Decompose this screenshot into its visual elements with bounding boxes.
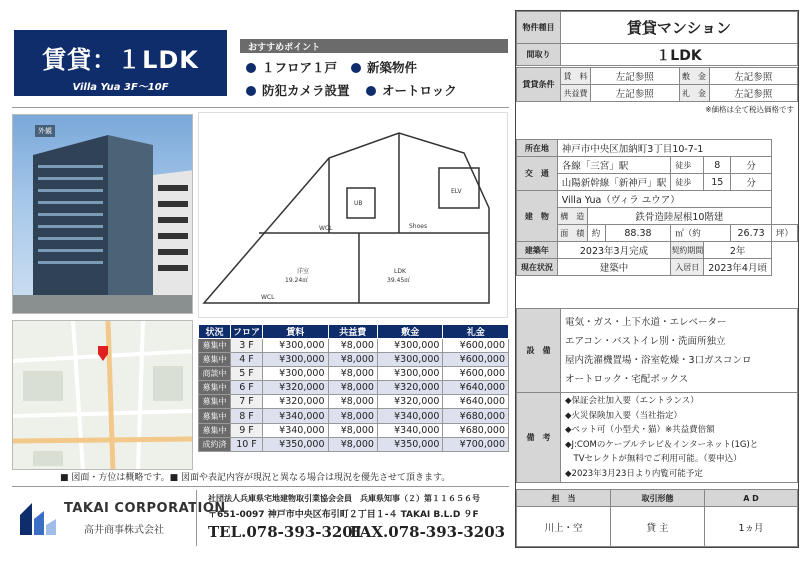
info-table xyxy=(516,139,798,276)
unit-row xyxy=(199,395,509,409)
col-deposit: 敷金 xyxy=(377,325,443,339)
building-name: Villa Yua（ヴィラ ユウア） xyxy=(557,191,771,208)
remark-item: ◆ペット可（小型犬・猫）※共益費倍額 xyxy=(565,425,715,435)
conditions-table xyxy=(516,67,798,102)
unit-row xyxy=(199,339,509,353)
col-rent: 賃料 xyxy=(263,325,329,339)
unit-deposit: ¥300,000 xyxy=(377,353,443,367)
deal-value: 貸 主 xyxy=(611,507,705,547)
unit-a: 分 xyxy=(731,157,772,174)
remark-item: TVセレクトが無料でご利用可能。（要申込） xyxy=(565,454,742,464)
building-illustration xyxy=(13,115,193,314)
traffic-label: 交 通 xyxy=(517,157,558,191)
association-line: 社団法人兵庫県宅地建物取引業協会会員 兵庫県知事（２）第１１６５６号 xyxy=(208,494,480,503)
shoes-label: Shoes xyxy=(409,223,428,230)
col-status: 状況 xyxy=(199,325,231,339)
point-3: 防犯カメラ設置 xyxy=(246,81,350,99)
equipment-table xyxy=(516,308,798,483)
ldk-label: LDK xyxy=(394,268,406,275)
unit-row xyxy=(199,423,509,437)
unit-rent: ¥300,000 xyxy=(263,353,329,367)
unit-common: ¥8,000 xyxy=(328,367,377,381)
equip-item: オートロック・宅配ボックス xyxy=(565,373,689,385)
unit-keymoney: ¥680,000 xyxy=(443,423,509,437)
units-table xyxy=(198,324,509,452)
tel: TEL.078-393-3201 xyxy=(208,523,364,541)
deal-table xyxy=(516,489,798,547)
unit-keymoney: ¥600,000 xyxy=(443,353,509,367)
remark-item: ◆J:COMのケーブルテレビ＆インターネット(1G)と xyxy=(565,439,759,450)
unit-status: 募集中 xyxy=(199,423,231,437)
unit-common: ¥8,000 xyxy=(328,409,377,423)
address-line: 〒651-0097 神戸市中央区布引町２丁目１-４ TAKAI B.L.D ９F xyxy=(208,510,479,520)
deposit-label: 敷 金 xyxy=(679,68,709,85)
rent-value: 左記参照 xyxy=(591,68,680,85)
unit-floor: 8 F xyxy=(231,409,263,423)
unit-rent: ¥340,000 xyxy=(263,423,329,437)
unit-deposit: ¥340,000 xyxy=(377,409,443,423)
traffic-line-a: 各線「三宮」駅 xyxy=(557,157,671,174)
deal-label: 取引形態 xyxy=(611,490,705,507)
walk-a: 徒歩 xyxy=(671,157,704,174)
unit-rent: ¥300,000 xyxy=(263,367,329,381)
unit-common: ¥8,000 xyxy=(328,353,377,367)
room-area: 19.24㎡ xyxy=(285,277,309,284)
staff-label: 担 当 xyxy=(517,490,611,507)
building-photo xyxy=(12,114,193,314)
unit-common: ¥8,000 xyxy=(328,437,377,451)
unit-keymoney: ¥640,000 xyxy=(443,395,509,409)
unit-row xyxy=(199,409,509,423)
term-value: 2年 xyxy=(704,242,772,259)
key-value: 左記参照 xyxy=(709,85,798,102)
unit-rent: ¥320,000 xyxy=(263,395,329,409)
unit-keymoney: ¥680,000 xyxy=(443,409,509,423)
disclaimer-note: ■ 図面・方位は概略です。■ 図面や表記内容が現況と異なる場合は現況を優先させて頂きます。 xyxy=(60,473,451,483)
built-label: 建築年 xyxy=(517,242,558,259)
deposit-value: 左記参照 xyxy=(709,68,798,85)
unit-floor: 6 F xyxy=(231,381,263,395)
point-2: 新築物件 xyxy=(351,58,417,76)
equip-item: エアコン・バストイレ別・洗面所独立 xyxy=(565,335,726,347)
unit-status: 募集中 xyxy=(199,353,231,367)
recommend-header xyxy=(240,39,508,53)
unit-floor: 7 F xyxy=(231,395,263,409)
struct-value: 鉄骨造陸屋根10階建 xyxy=(587,208,771,225)
company-logo xyxy=(20,503,56,539)
bullet-icon xyxy=(351,63,361,73)
term-label: 契約期間 xyxy=(671,242,704,259)
unit-floor: 5 F xyxy=(231,367,263,381)
ad-value: 1ヵ月 xyxy=(705,507,798,547)
remark-item: ◆火災保険加入要（当社指定） xyxy=(565,410,683,421)
col-floor: フロア xyxy=(231,325,263,339)
unit-rent: ¥300,000 xyxy=(263,339,329,353)
equip-label: 設 備 xyxy=(517,309,561,393)
area-prefix: 約 xyxy=(587,225,605,242)
fax: FAX.078-393-3203 xyxy=(350,523,506,541)
unit-common: ¥8,000 xyxy=(328,381,377,395)
unit-status: 募集中 xyxy=(199,381,231,395)
wcl2-label: WCL xyxy=(261,294,275,301)
col-keymoney: 礼金 xyxy=(443,325,509,339)
unit-rent: ¥340,000 xyxy=(263,409,329,423)
company-name-jp: 高井商事株式会社 xyxy=(84,525,164,536)
layout-label: 間取り xyxy=(517,44,561,66)
property-details-panel xyxy=(515,10,799,548)
footer-divider xyxy=(12,486,509,487)
unit-status: 成約済 xyxy=(199,437,231,451)
title-box xyxy=(14,30,227,96)
min-b: 15 xyxy=(704,174,731,191)
tax-note: ※価格は全て税込価格です xyxy=(705,105,794,114)
unit-rent: ¥320,000 xyxy=(263,381,329,395)
page-title: 賃貸：１LDK xyxy=(42,46,199,74)
remarks-label: 備 考 xyxy=(517,393,561,483)
point-4: オートロック xyxy=(366,81,457,99)
room-label: 洋室 xyxy=(297,268,310,275)
area-tsubo-unit: 坪） xyxy=(771,225,797,242)
status-label: 現在状況 xyxy=(517,259,558,276)
wcl-label: WCL xyxy=(319,225,333,232)
unit-deposit: ¥340,000 xyxy=(377,423,443,437)
unit-keymoney: ¥600,000 xyxy=(443,367,509,381)
equip-item: 電気・ガス・上下水道・エレベーター xyxy=(565,316,727,328)
bullet-icon xyxy=(246,63,256,73)
divider xyxy=(12,107,509,108)
common-value: 左記参照 xyxy=(591,85,680,102)
type-table xyxy=(516,11,798,66)
location-label: 所在地 xyxy=(517,140,558,157)
location-value: 神戸市中央区加納町3丁目10-7-1 xyxy=(557,140,771,157)
area-m2: 88.38 xyxy=(605,225,671,242)
remark-item: ◆保証会社加入要（エントランス） xyxy=(565,396,699,406)
location-pin-icon xyxy=(98,346,108,361)
staff-value: 川上・空 xyxy=(517,507,611,547)
footer-sep xyxy=(196,490,197,546)
unit-b: 分 xyxy=(731,174,772,191)
page-subtitle: Villa Yua 3F～10F xyxy=(72,82,169,93)
ub-label: UB xyxy=(354,200,363,207)
unit-status: 募集中 xyxy=(199,339,231,353)
area-tsubo: 26.73 xyxy=(731,225,772,242)
area-m2-unit: ㎡（約 xyxy=(671,225,731,242)
unit-status: 商談中 xyxy=(199,367,231,381)
bullet-icon xyxy=(366,86,376,96)
cond-label: 賃貸条件 xyxy=(517,68,561,102)
struct-label: 構 造 xyxy=(557,208,587,225)
map-illustration xyxy=(13,321,193,470)
col-common: 共益費 xyxy=(328,325,377,339)
unit-row xyxy=(199,437,509,451)
units-header-row xyxy=(199,325,509,339)
equip-list xyxy=(561,309,798,393)
recommend-label: おすすめポイント xyxy=(248,43,321,53)
unit-floor: 10 F xyxy=(231,437,263,451)
unit-floor: 4 F xyxy=(231,353,263,367)
point-1: １フロア１戸 xyxy=(246,58,337,76)
unit-rent: ¥350,000 xyxy=(263,437,329,451)
move-label: 入居日 xyxy=(671,259,704,276)
unit-row xyxy=(199,367,509,381)
company-name-en: TAKAI CORPORATION xyxy=(64,501,226,516)
remarks-list xyxy=(561,393,798,483)
unit-deposit: ¥320,000 xyxy=(377,381,443,395)
unit-deposit: ¥300,000 xyxy=(377,367,443,381)
layout-value: １LDK xyxy=(561,44,798,66)
move-value: 2023年4月頃 xyxy=(704,259,772,276)
area-label: 面 積 xyxy=(557,225,587,242)
unit-common: ¥8,000 xyxy=(328,339,377,353)
elv-label: ELV xyxy=(451,188,462,195)
unit-deposit: ¥320,000 xyxy=(377,395,443,409)
unit-row xyxy=(199,353,509,367)
unit-keymoney: ¥600,000 xyxy=(443,339,509,353)
min-a: 8 xyxy=(704,157,731,174)
floor-plan-drawing xyxy=(199,113,509,319)
equip-item: 屋内洗濯機置場・浴室乾燥・3口ガスコンロ xyxy=(565,354,752,366)
walk-b: 徒歩 xyxy=(671,174,704,191)
status-value: 建築中 xyxy=(557,259,671,276)
key-label: 礼 金 xyxy=(679,85,709,102)
common-label: 共益費 xyxy=(561,85,591,102)
floor-plan xyxy=(198,112,508,318)
type-value: 賃貸マンション xyxy=(561,12,798,44)
unit-status: 募集中 xyxy=(199,409,231,423)
unit-keymoney: ¥640,000 xyxy=(443,381,509,395)
area-map xyxy=(12,320,193,470)
unit-common: ¥8,000 xyxy=(328,395,377,409)
photo-label: 外観 xyxy=(35,125,55,137)
type-label: 物件種目 xyxy=(517,12,561,44)
traffic-line-b: 山陽新幹線「新神戸」駅 xyxy=(557,174,671,191)
unit-common: ¥8,000 xyxy=(328,423,377,437)
built-value: 2023年3月完成 xyxy=(557,242,671,259)
unit-status: 募集中 xyxy=(199,395,231,409)
unit-floor: 9 F xyxy=(231,423,263,437)
rent-label: 賃 料 xyxy=(561,68,591,85)
unit-deposit: ¥300,000 xyxy=(377,339,443,353)
unit-keymoney: ¥700,000 xyxy=(443,437,509,451)
building-label: 建 物 xyxy=(517,191,558,242)
unit-deposit: ¥350,000 xyxy=(377,437,443,451)
ad-label: A D xyxy=(705,490,798,507)
remark-item: ◆2023年3月23日より内覧可能予定 xyxy=(565,468,703,479)
unit-row xyxy=(199,381,509,395)
bullet-icon xyxy=(246,86,256,96)
ldk-area: 39.45㎡ xyxy=(387,277,411,284)
unit-floor: 3 F xyxy=(231,339,263,353)
